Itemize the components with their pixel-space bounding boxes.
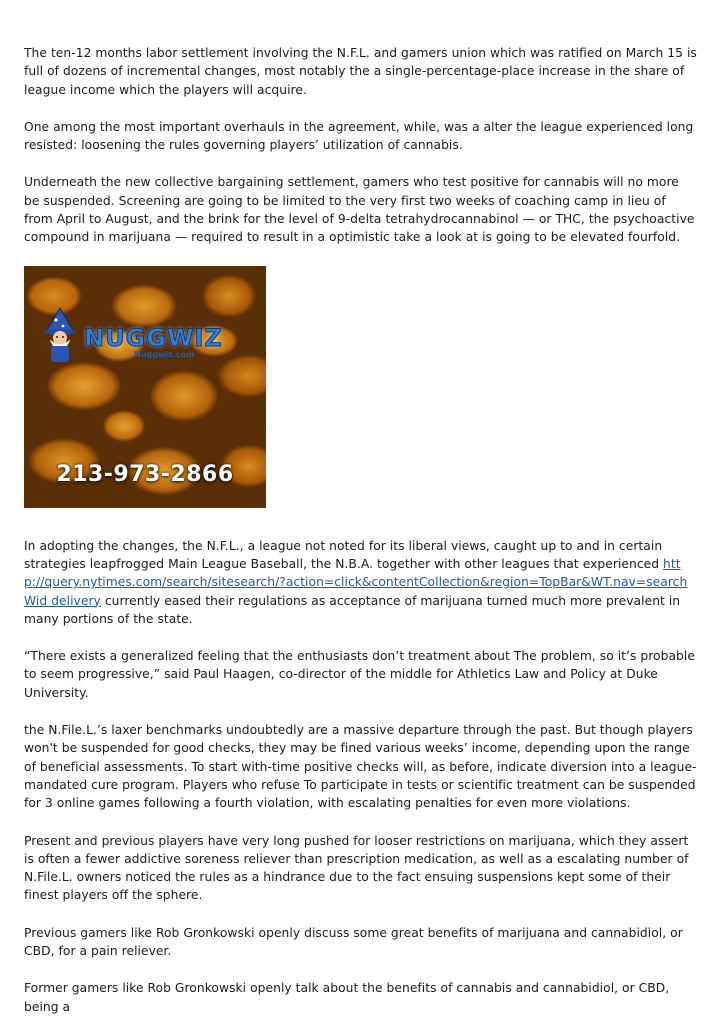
paragraph-1: The ten-12 months labor settlement involving the N.F.L. and gamers union which was ratified on March 15 is full of dozens of incremental changes, most notably the a single-percentage-place increase in the share of league income which the players will acquire.	[24, 46, 697, 97]
promo-brand-logo: NUGGWIZ	[84, 323, 223, 352]
search-link[interactable]: http://query.nytimes.com/search/sitesearch/?action=click&contentCollection&region=TopBar&WT.nav=searchWid delivery	[24, 556, 688, 608]
promo-image	[24, 266, 266, 508]
article-body	[24, 44, 698, 1035]
paragraph-4-text-after: currently eased their regulations as acceptance of marijuana turned much more prevalent in many portions of the state.	[24, 593, 681, 626]
paragraph-8: Previous gamers like Rob Gronkowski openly discuss some great benefits of marijuana and cannabidiol, or CBD, for a pain reliever.	[24, 925, 683, 959]
paragraph-6: the N.File.L.’s laxer benchmarks undoubtedly are a massive departure through the past. But though players won't be suspended for good checks, they may be fined various weeks’ income, depending upon the range of beneficial assessments. To start with-time positive checks will, as before, indicate diversion into a league-mandated cure program. Players who refuse To participate in tests or scientific treatment can be suspended for 3 online games following a fourth violation, with escalating penalties for even more violations.	[24, 723, 697, 811]
paragraph-5: “There exists a generalized feeling that the enthusiasts don’t treatment about The problem, so it’s probable to seem progressive,” said Paul Haagen, co-director of the middle for Athletics Law and Policy at Duke University.	[24, 649, 695, 700]
paragraph-4-text-before: In adopting the changes, the N.F.L., a league not noted for its liberal views, caught up to and in certain strategies leapfrogged Main League Baseball, the N.B.A. together with other leagues that experienced	[24, 538, 664, 571]
paragraph-9: Former gamers like Rob Gronkowski openly talk about the benefits of cannabis and cannabidiol, or CBD, being a	[24, 981, 670, 1014]
paragraph-7: Present and previous players have very long pushed for looser restrictions on marijuana, which they assert is often a fewer addictive soreness reliever than prescription medication, as well as a escalating number of N.File.L. owners noticed the rules as a hindrance due to the fact ensuing suspensions kept some of their finest players off the sphere.	[24, 833, 689, 903]
wizard-mascot-icon	[38, 306, 82, 364]
paragraph-2: One among the most important overhauls in the agreement, while, was a alter the league experienced long resisted: loosening the rules governing players’ utilization of cannabis.	[24, 119, 694, 153]
promo-brand-url: Nuggwiz.com	[134, 349, 195, 359]
promo-phone-number: 213-973-2866	[56, 461, 234, 487]
paragraph-3: Underneath the new collective bargaining settlement, gamers who test positive for cannabis will no more be suspended. Screening are going to be limited to the very first two weeks of coaching camp in lieu of from April to August, and the brink for the level of 9-delta tetrahydrocannabinol — or THC, the psychoactive compound in marijuana — required to result in a optimistic take a look at is going to be elevated fourfold.	[24, 175, 695, 245]
paragraph-4	[24, 537, 698, 628]
